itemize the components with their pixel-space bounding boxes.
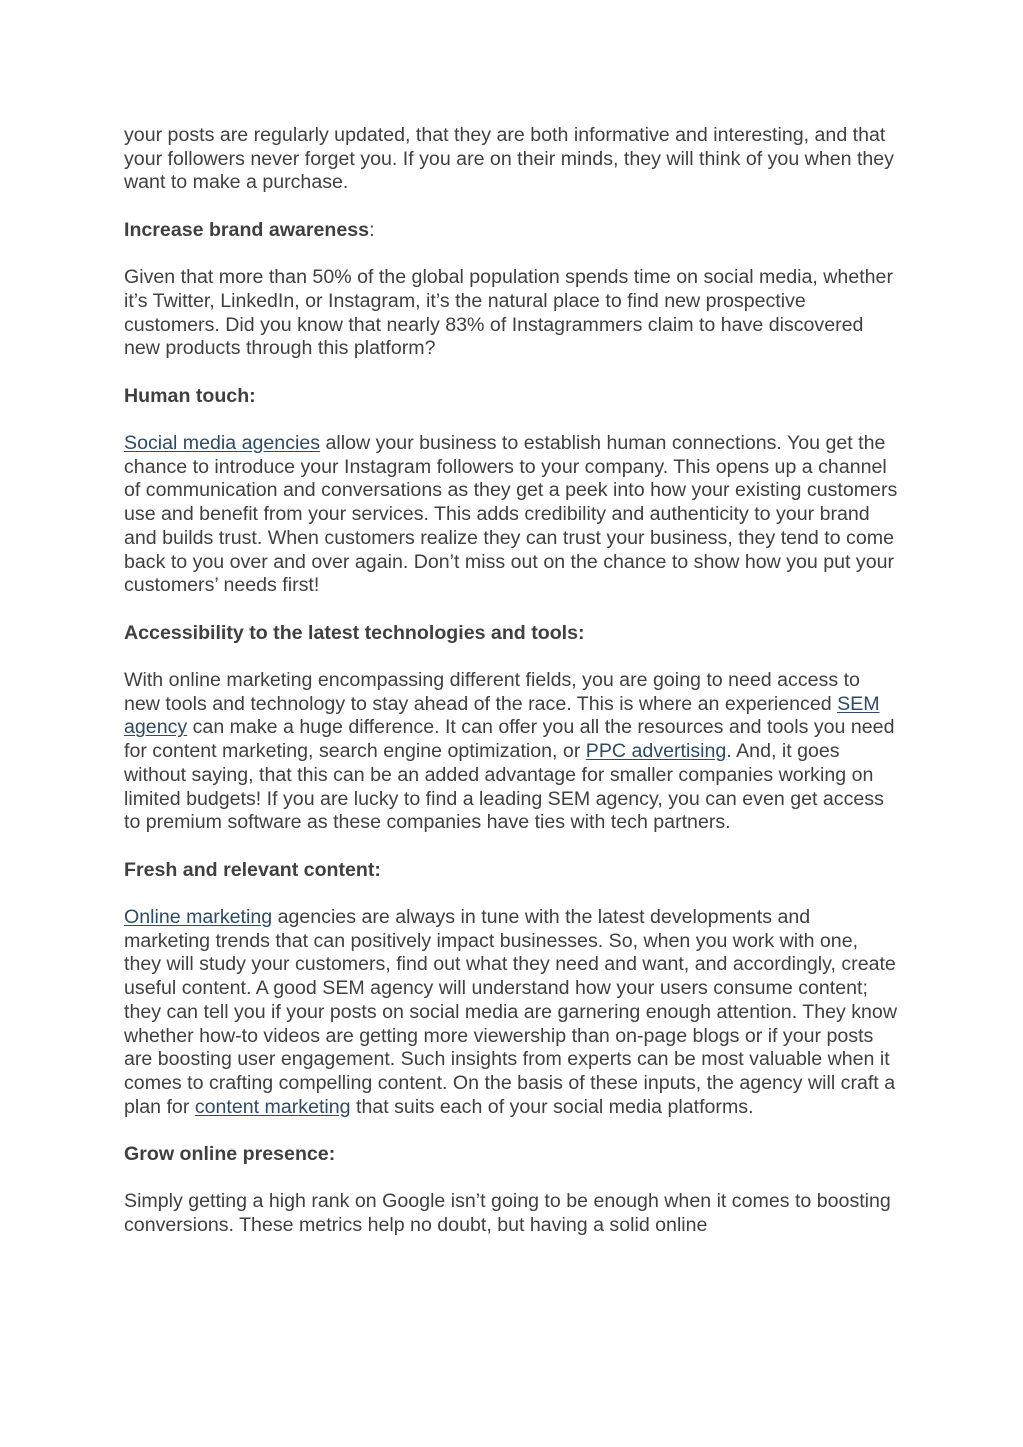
fresh-content-text-2: that suits each of your social media platforms. bbox=[350, 1095, 754, 1118]
intro-paragraph: your posts are regularly updated, that they are both informative and interesting, and that your followers never forget you. If you are on their minds, they will think of you when they want to make a purchase. bbox=[124, 124, 894, 194]
accessibility-paragraph bbox=[124, 669, 900, 835]
grow-presence-heading: Grow online presence: bbox=[124, 1143, 336, 1166]
accessibility-text-3: . And, it goes without saying, that this can be an added advantage for smaller companies working on limited budgets! If you are lucky to find a leading SEM agency, you can even get access to premium software as these companies have ties with tech partners. bbox=[124, 740, 884, 834]
document-page bbox=[124, 124, 900, 1262]
sem-agency-link[interactable]: SEM agency bbox=[124, 692, 880, 739]
human-touch-text: allow your business to establish human connections. You get the chance to introduce your Instagram followers to your company. This opens up a channel of communication and conversations as they get a peek into how your existing customers use and benefit from your services. This adds credibility and authenticity to your brand and builds trust. When customers realize they can trust your business, they tend to come back to you over and over again. Don’t miss out on the chance to show how you put your customers’ needs first! bbox=[124, 432, 898, 597]
fresh-content-heading: Fresh and relevant content: bbox=[124, 858, 381, 881]
brand-awareness-heading-text: Increase brand awareness bbox=[124, 218, 370, 241]
content-marketing-link[interactable]: content marketing bbox=[194, 1095, 351, 1118]
accessibility-text-2: can make a huge difference. It can offer you all the resources and tools you need for content marketing, search engine optimization, or bbox=[124, 716, 895, 763]
fresh-content-paragraph bbox=[124, 906, 900, 1119]
online-marketing-link[interactable]: Online marketing bbox=[124, 906, 273, 929]
brand-awareness-paragraph: Given that more than 50% of the global population spends time on social media, whether it’s Twitter, LinkedIn, or Instagram, it’s the natural place to find new prospective customers. Did you know that nearly 83% of Instagrammers claim to have discovered new products through this platform? bbox=[124, 266, 893, 360]
human-touch-paragraph bbox=[124, 432, 900, 598]
ppc-advertising-link[interactable]: PPC advertising bbox=[585, 740, 727, 763]
human-touch-heading: Human touch: bbox=[124, 384, 256, 407]
fresh-content-text-1: agencies are always in tune with the latest developments and marketing trends that can positively impact businesses. So, when you work with one, they will study your customers, find out what they need and want, and accordingly, create useful content. A good SEM agency will understand how your users consume content; they can tell you if your posts on social media are garnering enough attention. They know whether how-to videos are getting more viewership than on-page blogs or if your posts are boosting user engagement. Such insights from experts can be most valuable when it comes to crafting compelling content. On the basis of these inputs, the agency will craft a plan for bbox=[124, 906, 897, 1118]
brand-awareness-heading bbox=[124, 219, 900, 243]
accessibility-text-1: With online marketing encompassing different fields, you are going to need access to new tools and technology to stay ahead of the race. This is where an experienced bbox=[124, 669, 860, 715]
brand-awareness-heading-colon: : bbox=[369, 218, 375, 241]
social-media-agencies-link[interactable]: Social media agencies bbox=[124, 432, 321, 455]
accessibility-heading: Accessibility to the latest technologies and tools: bbox=[124, 621, 585, 644]
grow-presence-paragraph: Simply getting a high rank on Google isn’t going to be enough when it comes to boosting conversions. These metrics help no doubt, but having a solid online bbox=[124, 1190, 891, 1237]
